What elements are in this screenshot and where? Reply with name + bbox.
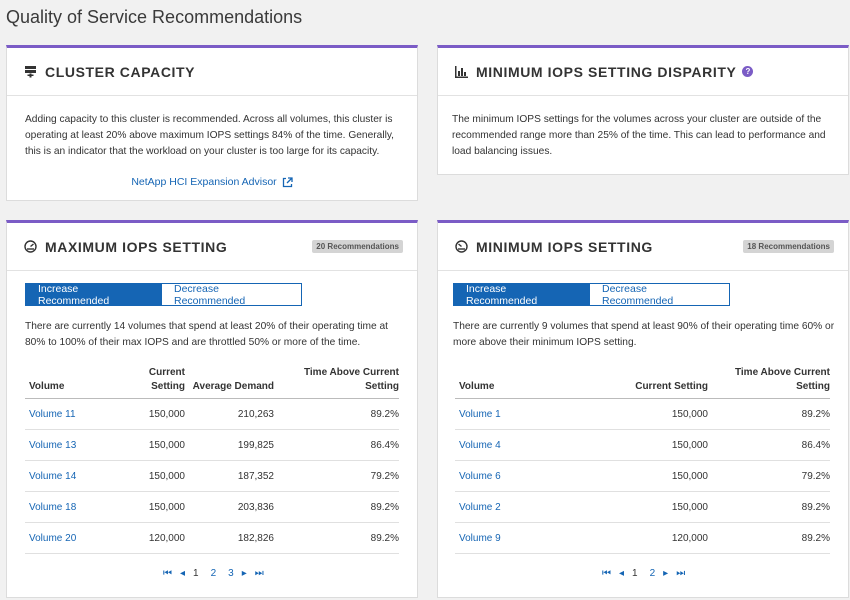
table-row [25, 523, 399, 554]
card-title: MINIMUM IOPS SETTING [476, 238, 653, 255]
page-1[interactable]: 1 [193, 568, 199, 579]
table-row [455, 430, 830, 461]
page-title: Quality of Service Recommendations [6, 7, 303, 27]
card-header [438, 48, 848, 96]
time-above: 86.4% [708, 430, 830, 461]
recommendations-badge: 18 Recommendations [743, 240, 834, 253]
gauge-icon [23, 240, 37, 254]
card-title: MAXIMUM IOPS SETTING [45, 238, 228, 255]
table-row [25, 399, 399, 430]
first-page-icon[interactable]: ⏮ [163, 568, 172, 579]
current-setting: 150,000 [120, 430, 185, 461]
prev-page-icon[interactable]: ◂ [619, 568, 625, 579]
tab-decrease-recommended[interactable]: Decrease Recommended [590, 284, 729, 305]
current-setting: 150,000 [120, 461, 185, 492]
table-row [25, 461, 399, 492]
col-time-above: Time Above Current Setting [274, 366, 399, 399]
bar-chart-icon [454, 65, 468, 79]
time-above: 89.2% [708, 492, 830, 523]
time-above: 79.2% [274, 461, 399, 492]
table-header-row [455, 366, 830, 399]
max-iops-table [25, 366, 399, 554]
volume-link[interactable]: Volume 14 [25, 461, 120, 492]
last-page-icon[interactable]: ⏭ [254, 568, 264, 579]
expansion-advisor-label: NetApp HCI Expansion Advisor [131, 176, 277, 188]
expansion-advisor-link[interactable] [131, 176, 292, 188]
capacity-icon [23, 65, 37, 79]
table-row [455, 399, 830, 430]
time-above: 86.4% [274, 430, 399, 461]
next-page-icon[interactable]: ▸ [241, 568, 247, 579]
card-header [7, 223, 417, 271]
current-setting: 150,000 [595, 492, 708, 523]
card-title: MINIMUM IOPS SETTING DISPARITY [476, 63, 737, 80]
max-iops-description: There are currently 14 volumes that spend at least 20% of their operating time at 80% to 100% of their max IOPS and are throttled 50% or more of the time. [25, 321, 388, 348]
min-iops-description: There are currently 9 volumes that spend at least 90% of their operating time 60% or more above their minimum IOPS setting. [453, 321, 835, 348]
min-iops-disparity-card [437, 45, 849, 175]
volume-link[interactable]: Volume 13 [25, 430, 120, 461]
time-above: 89.2% [274, 523, 399, 554]
max-iops-card [6, 220, 418, 598]
card-header [7, 48, 417, 96]
gauge-icon [454, 240, 468, 254]
volume-link[interactable]: Volume 9 [455, 523, 595, 554]
first-page-icon[interactable]: ⏮ [602, 568, 611, 579]
table-row [455, 492, 830, 523]
current-setting: 150,000 [595, 399, 708, 430]
capacity-description: Adding capacity to this cluster is recommended. Across all volumes, this cluster is operating at least 20% above maximum IOPS settings 84% of the time. Generally, this is an indicator that the workload on your cluster is too large for its capacity. [25, 114, 395, 157]
volume-link[interactable]: Volume 1 [455, 399, 595, 430]
external-link-icon [282, 177, 293, 188]
col-current-setting: Current Setting [120, 366, 185, 399]
time-above: 89.2% [708, 399, 830, 430]
time-above: 89.2% [708, 523, 830, 554]
volume-link[interactable]: Volume 6 [455, 461, 595, 492]
volume-link[interactable]: Volume 2 [455, 492, 595, 523]
table-header-row [25, 366, 399, 399]
current-setting: 150,000 [595, 461, 708, 492]
current-setting: 150,000 [120, 399, 185, 430]
average-demand: 199,825 [185, 430, 274, 461]
volume-link[interactable]: Volume 4 [455, 430, 595, 461]
tab-increase-recommended[interactable]: Increase Recommended [454, 284, 590, 305]
table-row [25, 430, 399, 461]
current-setting: 120,000 [120, 523, 185, 554]
tab-increase-recommended[interactable]: Increase Recommended [26, 284, 162, 305]
page-3[interactable]: 3 [228, 568, 234, 579]
time-above: 89.2% [274, 492, 399, 523]
cluster-capacity-card [6, 45, 418, 201]
volume-link[interactable]: Volume 20 [25, 523, 120, 554]
help-icon[interactable]: ? [742, 66, 753, 77]
col-volume: Volume [25, 366, 120, 399]
recommendations-badge: 20 Recommendations [312, 240, 403, 253]
table-row [455, 523, 830, 554]
volume-link[interactable]: Volume 11 [25, 399, 120, 430]
col-average-demand: Average Demand [185, 366, 274, 399]
pagination [159, 568, 268, 579]
average-demand: 187,352 [185, 461, 274, 492]
current-setting: 150,000 [595, 430, 708, 461]
volume-link[interactable]: Volume 18 [25, 492, 120, 523]
page-2[interactable]: 2 [649, 568, 656, 579]
last-page-icon[interactable]: ⏭ [676, 568, 686, 579]
min-iops-card [437, 220, 849, 598]
page-2[interactable]: 2 [210, 568, 217, 579]
current-setting: 120,000 [595, 523, 708, 554]
next-page-icon[interactable]: ▸ [663, 568, 669, 579]
recommendation-toggle [453, 283, 730, 306]
disparity-description: The minimum IOPS settings for the volumes across your cluster are outside of the recommended range more than 25% of the time. This can lead to performance and load balancing issues. [452, 114, 826, 157]
time-above: 89.2% [274, 399, 399, 430]
average-demand: 182,826 [185, 523, 274, 554]
col-volume: Volume [455, 366, 595, 399]
average-demand: 210,263 [185, 399, 274, 430]
pagination [598, 568, 689, 579]
page-1[interactable]: 1 [632, 568, 638, 579]
card-title: CLUSTER CAPACITY [45, 63, 196, 80]
card-header [438, 223, 848, 271]
average-demand: 203,836 [185, 492, 274, 523]
table-row [455, 461, 830, 492]
table-row [25, 492, 399, 523]
current-setting: 150,000 [120, 492, 185, 523]
tab-decrease-recommended[interactable]: Decrease Recommended [162, 284, 301, 305]
recommendation-toggle [25, 283, 302, 306]
col-time-above: Time Above Current Setting [708, 366, 830, 399]
prev-page-icon[interactable]: ◂ [180, 568, 186, 579]
time-above: 79.2% [708, 461, 830, 492]
col-current-setting: Current Setting [595, 366, 708, 399]
min-iops-table [455, 366, 830, 554]
